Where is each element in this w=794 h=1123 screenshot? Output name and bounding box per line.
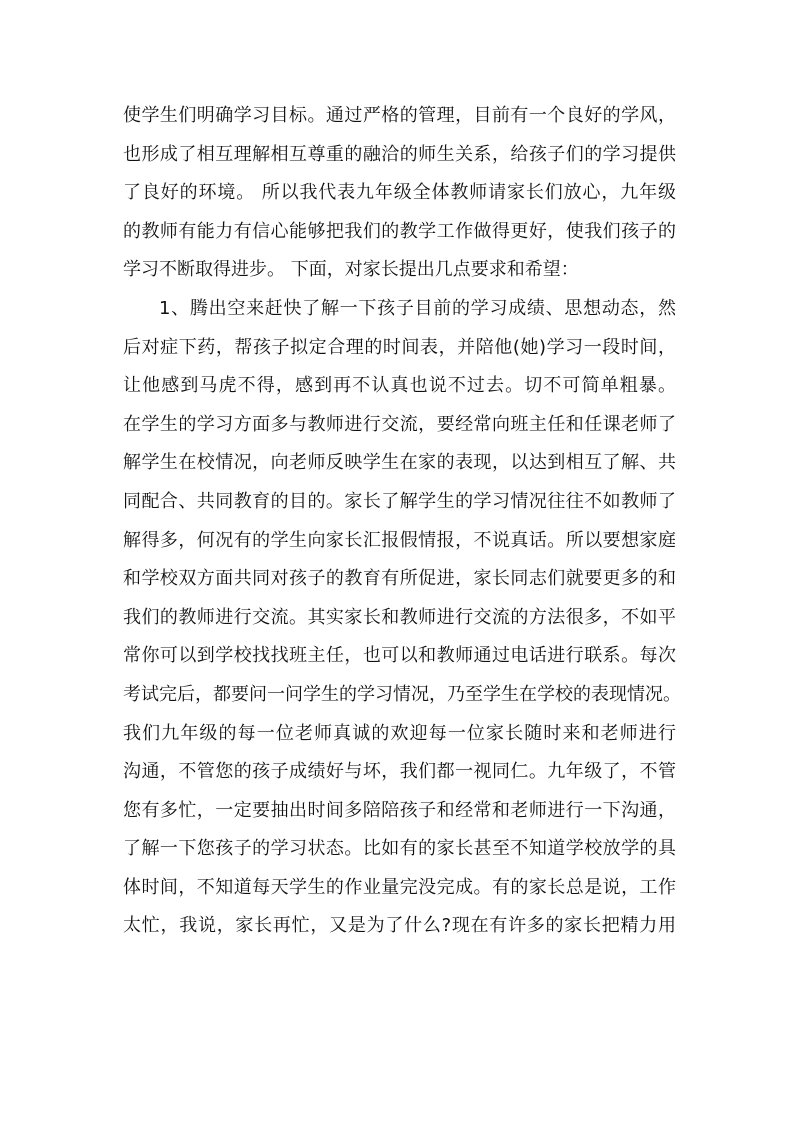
text-line: 的教师有能力有信心能够把我们的教学工作做得更好，使我们孩子的 (123, 220, 676, 242)
text-line: 学习不断取得进步。 下面，对家长提出几点要求和希望： (123, 259, 579, 281)
text-line: 了解一下您孩子的学习状态。比如有的家长甚至不知道学校放学的具 (123, 838, 676, 860)
text-line: 1、腾出空来赶快了解一下孩子目前的学习成绩、思想动态，然 (159, 297, 676, 319)
text-line: 在学生的学习方面多与教师进行交流，要经常向班主任和任课老师了 (123, 413, 676, 435)
body-text (123, 97, 681, 946)
text-line: 常你可以到学校找找班主任，也可以和教师通过电话进行联系。每次 (123, 645, 676, 667)
text-line: 考试完后，都要问一问学生的学习情况，乃至学生在学校的表现情况。 (123, 683, 681, 705)
text-line: 沟通，不管您的孩子成绩好与坏，我们都一视同仁。九年级了，不管 (123, 761, 676, 783)
text-line: 也形成了相互理解相互尊重的融洽的师生关系，给孩子们的学习提供 (123, 143, 676, 165)
text-line: 同配合、共同教育的目的。家长了解学生的学习情况往往不如教师了 (123, 490, 676, 512)
text-line: 了良好的环境。 所以我代表九年级全体教师请家长们放心，九年级 (123, 182, 676, 204)
text-line: 解学生在校情况，向老师反映学生在家的表现，以达到相互了解、共 (123, 452, 676, 474)
text-line: 使学生们明确学习目标。通过严格的管理，目前有一个良好的学风， (123, 105, 676, 126)
text-line: 太忙，我说，家长再忙，又是为了什么?现在有许多的家长把精力用 (123, 915, 676, 937)
text-line: 我们的教师进行交流。其实家长和教师进行交流的方法很多，不如平 (123, 606, 676, 628)
text-line: 您有多忙，一定要抽出时间多陪陪孩子和经常和老师进行一下沟通， (123, 799, 676, 821)
text-line: 体时间，不知道每天学生的作业量完没完成。有的家长总是说，工作 (123, 876, 676, 898)
text-line: 后对症下药，帮孩子拟定合理的时间表，并陪他(她)学习一段时间， (123, 336, 676, 358)
text-line: 解得多，何况有的学生向家长汇报假情报，不说真话。所以要想家庭 (123, 529, 676, 551)
text-line: 我们九年级的每一位老师真诚的欢迎每一位家长随时来和老师进行 (123, 722, 676, 744)
text-line: 和学校双方面共同对孩子的教育有所促进，家长同志们就要更多的和 (123, 568, 676, 590)
text-line: 让他感到马虎不得，感到再不认真也说不过去。切不可简单粗暴。 (123, 375, 676, 397)
